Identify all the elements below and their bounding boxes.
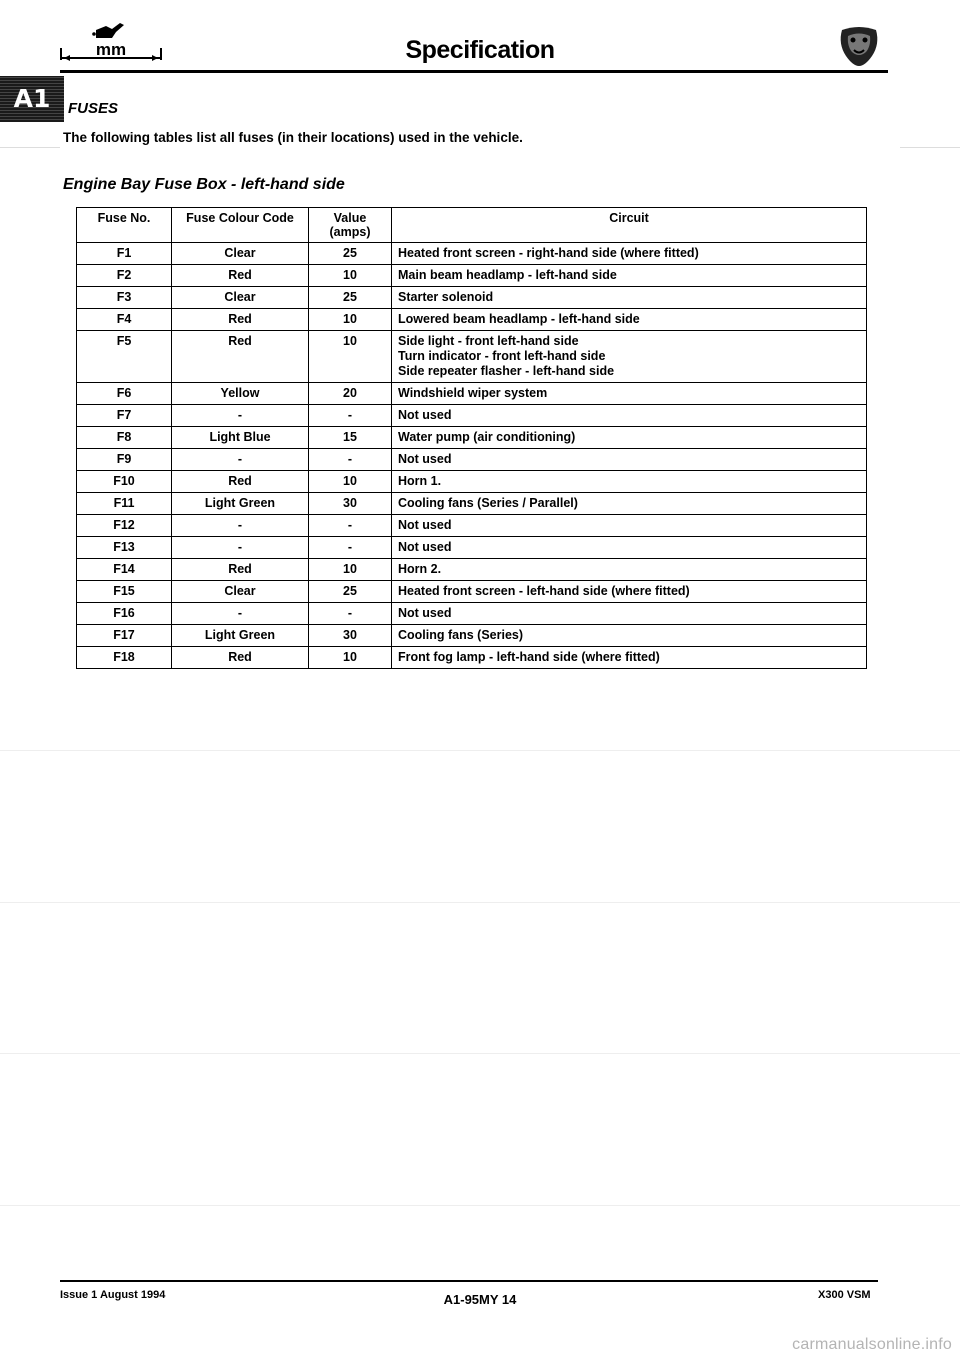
section-tab-label: A1: [13, 84, 51, 113]
circuit-line: Heated front screen - left-hand side (where fitted): [398, 584, 690, 598]
fuse-number-cell: F3: [77, 287, 172, 309]
table-row: [77, 603, 867, 625]
circuit-line: Not used: [398, 606, 452, 620]
fuse-circuit-cell: [392, 287, 867, 309]
fuse-circuit-cell: [392, 647, 867, 669]
fuse-value-cell: 20: [309, 383, 392, 405]
fuse-value-cell: 25: [309, 287, 392, 309]
fuse-colour-cell: Red: [172, 647, 309, 669]
fuse-colour-cell: -: [172, 603, 309, 625]
fuse-value-cell: -: [309, 537, 392, 559]
jaguar-head-icon: [836, 22, 882, 68]
intro-text: The following tables list all fuses (in their locations) used in the vehicle.: [63, 130, 523, 145]
footer-doc-code: X300 VSM: [818, 1289, 871, 1301]
watermark: carmanualsonline.info: [792, 1336, 952, 1353]
fuse-colour-cell: Clear: [172, 243, 309, 265]
column-header-fuse-no: Fuse No.: [77, 208, 172, 243]
fuse-circuit-cell: [392, 383, 867, 405]
fuse-value-cell: -: [309, 515, 392, 537]
fuse-number-cell: F11: [77, 493, 172, 515]
fuse-value-cell: 30: [309, 625, 392, 647]
fuse-value-cell: -: [309, 449, 392, 471]
circuit-line: Windshield wiper system: [398, 386, 548, 400]
fuse-circuit-cell: [392, 603, 867, 625]
footer-issue: Issue 1 August 1994: [60, 1289, 166, 1301]
table-row: [77, 309, 867, 331]
fuse-number-cell: F18: [77, 647, 172, 669]
fuse-circuit-cell: [392, 243, 867, 265]
fuse-circuit-cell: [392, 309, 867, 331]
fuse-colour-cell: Clear: [172, 287, 309, 309]
fuse-value-cell: 10: [309, 559, 392, 581]
fuse-value-cell: 10: [309, 471, 392, 493]
scan-line: [0, 750, 960, 751]
circuit-line: Not used: [398, 408, 452, 422]
table-row: [77, 647, 867, 669]
fuse-colour-cell: Light Green: [172, 625, 309, 647]
circuit-line: Not used: [398, 518, 452, 532]
table-row: [77, 471, 867, 493]
table-row: [77, 265, 867, 287]
scan-line: [0, 147, 60, 148]
table-row: [77, 515, 867, 537]
table-row: [77, 383, 867, 405]
circuit-line: Horn 2.: [398, 562, 442, 576]
fuse-number-cell: F10: [77, 471, 172, 493]
page-title: Specification: [405, 36, 555, 64]
circuit-line: Side repeater flasher - left-hand side: [398, 364, 615, 378]
fuse-circuit-cell: [392, 581, 867, 603]
fuse-value-cell: 10: [309, 331, 392, 383]
fuse-value-cell: 10: [309, 265, 392, 287]
circuit-line: Starter solenoid: [398, 290, 494, 304]
circuit-line: Turn indicator - front left-hand side: [398, 349, 606, 363]
column-header-colour: Fuse Colour Code: [172, 208, 309, 243]
fuse-number-cell: F16: [77, 603, 172, 625]
fuse-number-cell: F17: [77, 625, 172, 647]
scan-line: [0, 902, 960, 903]
fuse-circuit-cell: [392, 427, 867, 449]
mm-logo-text: mm: [95, 40, 127, 59]
scan-line: [0, 1205, 960, 1206]
fuse-colour-cell: Light Green: [172, 493, 309, 515]
fuse-number-cell: F7: [77, 405, 172, 427]
fuse-number-cell: F9: [77, 449, 172, 471]
table-row: [77, 427, 867, 449]
table-row: [77, 331, 867, 383]
table-row: [77, 449, 867, 471]
fuse-colour-cell: -: [172, 537, 309, 559]
footer-rule: [60, 1280, 878, 1282]
fuse-number-cell: F14: [77, 559, 172, 581]
circuit-line: Side light - front left-hand side: [398, 334, 579, 348]
table-row: [77, 287, 867, 309]
table-header-row: [77, 208, 867, 243]
fuse-value-cell: 10: [309, 647, 392, 669]
fuse-number-cell: F8: [77, 427, 172, 449]
fuse-colour-cell: Red: [172, 265, 309, 287]
fuse-table: [76, 207, 867, 669]
fuse-circuit-cell: [392, 405, 867, 427]
fuse-circuit-cell: [392, 493, 867, 515]
table-row: [77, 581, 867, 603]
fuse-circuit-cell: [392, 331, 867, 383]
fuse-number-cell: F15: [77, 581, 172, 603]
fuse-value-cell: 15: [309, 427, 392, 449]
footer-page-number: A1-95MY 14: [443, 1292, 517, 1307]
fuse-value-cell: -: [309, 405, 392, 427]
fuse-colour-cell: Light Blue: [172, 427, 309, 449]
table-row: [77, 625, 867, 647]
circuit-line: Not used: [398, 540, 452, 554]
table-row: [77, 243, 867, 265]
fuse-value-cell: 30: [309, 493, 392, 515]
fuse-number-cell: F13: [77, 537, 172, 559]
fuse-number-cell: F4: [77, 309, 172, 331]
fuse-colour-cell: -: [172, 405, 309, 427]
circuit-line: Lowered beam headlamp - left-hand side: [398, 312, 640, 326]
fuse-circuit-cell: [392, 449, 867, 471]
section-heading: FUSES: [68, 100, 119, 117]
fuse-value-cell: 25: [309, 581, 392, 603]
circuit-line: Front fog lamp - left-hand side (where fitted): [398, 650, 660, 664]
table-row: [77, 537, 867, 559]
circuit-line: Cooling fans (Series): [398, 628, 524, 642]
fuse-number-cell: F1: [77, 243, 172, 265]
header-rule: [60, 70, 888, 73]
fuse-colour-cell: -: [172, 515, 309, 537]
fuse-number-cell: F2: [77, 265, 172, 287]
fuse-value-cell: 25: [309, 243, 392, 265]
circuit-line: Main beam headlamp - left-hand side: [398, 268, 617, 282]
fuse-colour-cell: Red: [172, 309, 309, 331]
fuse-circuit-cell: [392, 625, 867, 647]
column-header-value: Value (amps): [309, 208, 392, 243]
fuse-colour-cell: Clear: [172, 581, 309, 603]
circuit-line: Heated front screen - right-hand side (where fitted): [398, 246, 699, 260]
fuse-value-cell: 10: [309, 309, 392, 331]
fuse-colour-cell: Red: [172, 559, 309, 581]
scan-line: [900, 147, 960, 148]
table-row: [77, 559, 867, 581]
fuse-circuit-cell: [392, 559, 867, 581]
fuse-colour-cell: Yellow: [172, 383, 309, 405]
fuse-colour-cell: Red: [172, 471, 309, 493]
fuse-circuit-cell: [392, 515, 867, 537]
column-header-circuit: Circuit: [392, 208, 867, 243]
fuse-number-cell: F12: [77, 515, 172, 537]
fuse-colour-cell: -: [172, 449, 309, 471]
circuit-line: Not used: [398, 452, 452, 466]
scan-line: [0, 1053, 960, 1054]
section-tab: [0, 76, 64, 122]
fuse-circuit-cell: [392, 537, 867, 559]
fuse-number-cell: F5: [77, 331, 172, 383]
fuse-circuit-cell: [392, 471, 867, 493]
fuse-number-cell: F6: [77, 383, 172, 405]
fuse-value-cell: -: [309, 603, 392, 625]
table-row: [77, 493, 867, 515]
fuse-circuit-cell: [392, 265, 867, 287]
fuse-colour-cell: Red: [172, 331, 309, 383]
table-heading: Engine Bay Fuse Box - left-hand side: [63, 176, 345, 193]
circuit-line: Water pump (air conditioning): [398, 430, 576, 444]
circuit-line: Cooling fans (Series / Parallel): [398, 496, 578, 510]
circuit-line: Horn 1.: [398, 474, 442, 488]
table-row: [77, 405, 867, 427]
